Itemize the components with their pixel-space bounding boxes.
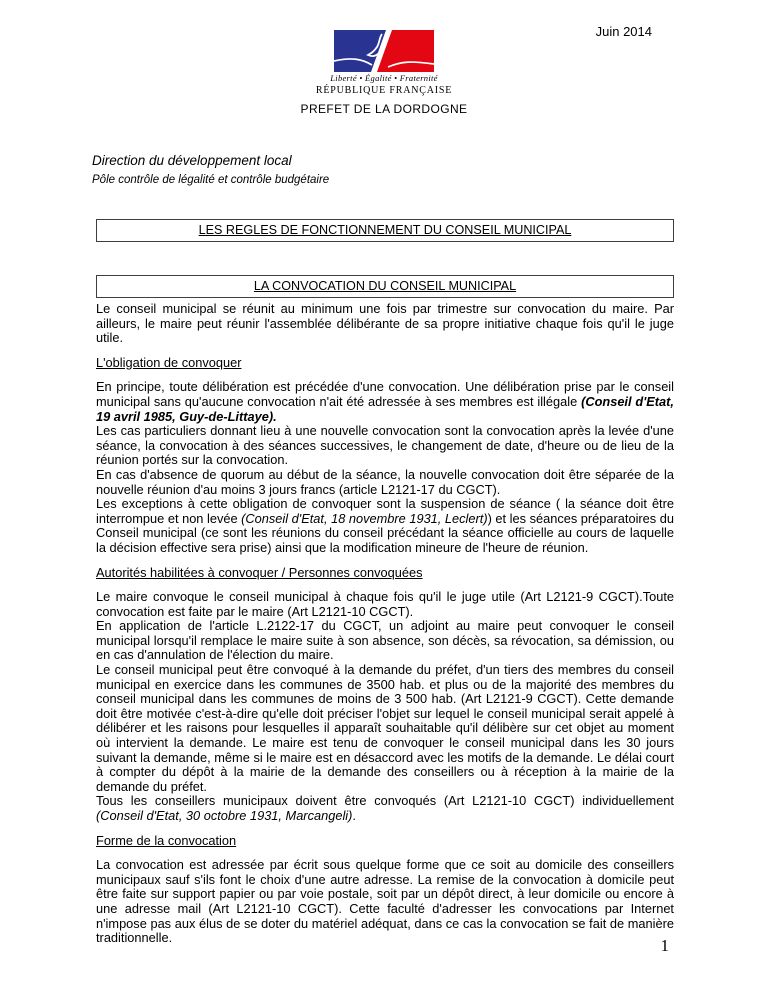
paragraph [96, 424, 674, 468]
text-segment: Le conseil municipal se réunit au minimum une fois par trimestre sur convocation du maire. Par ailleurs, le maire peut réunir l'assemblée délibérante de sa propre initiative chaque fois qu'il le juge utile. [96, 301, 674, 346]
marianne-flag-icon [334, 30, 434, 72]
section-title: LA CONVOCATION DU CONSEIL MUNICIPAL [253, 279, 517, 293]
page-number: 1 [660, 936, 669, 955]
text-segment: Le maire convoque le conseil municipal à chaque fois qu'il le juge utile (Art L2121-9 CGCT).Toute convocation est faite par le maire (Art L2121-10 CGCT). [96, 589, 674, 619]
direction-line: Direction du développement local [92, 153, 292, 168]
document-date: Juin 2014 [595, 24, 652, 39]
paragraph [96, 302, 674, 346]
prefecture-title: PREFET DE LA DORDOGNE [300, 102, 468, 116]
document-section [96, 302, 674, 346]
paragraph [96, 619, 674, 663]
text-segment: Les cas particuliers donnant lieu à une nouvelle convocation sont la convocation après la levée d'une séance, la convocation à des séances successives, le changement de date, d'heure ou de lieu de la réunion portés sur la convocation. [96, 423, 674, 468]
text-segment: Les exceptions à cette obligation de convoquer sont la suspension de séance ( la séance doit être interrompue et non levée [96, 496, 674, 526]
main-title: LES REGLES DE FONCTIONNEMENT DU CONSEIL MUNICIPAL [198, 223, 572, 237]
paragraph [96, 794, 674, 823]
paragraph [96, 858, 674, 946]
section-heading: Forme de la convocation [96, 832, 237, 848]
logo-motto: Liberté • Égalité • Fraternité [330, 73, 438, 83]
logo-republic-name: RÉPUBLIQUE FRANÇAISE [315, 84, 453, 96]
republique-francaise-logo [0, 30, 768, 96]
section-heading: Autorités habilitées à convoquer / Personnes convoquées [96, 564, 423, 580]
paragraph [96, 590, 674, 619]
main-title-box [96, 219, 674, 242]
document-section [96, 834, 674, 946]
text-segment: En principe, toute délibération est précédée d'une convocation. Une délibération prise par le conseil municipal sans qu'aucune convocation n'ait été adressée à ses membres est illégale [96, 379, 674, 409]
document-body [96, 302, 674, 946]
document-section [96, 356, 674, 556]
text-segment: En application de l'article L.2122-17 du CGCT, un adjoint au maire peut convoquer le conseil municipal lorsqu'il remplace le maire suite à son absence, son décès, sa révocation, sa démission, ou en cas d'annulation de l'élection du maire. [96, 618, 674, 663]
text-segment: (Conseil d'Etat, 18 novembre 1931, Leclert) [241, 510, 488, 526]
paragraph [96, 497, 674, 555]
text-segment: ) et les séances préparatoires du Conseil municipal (ce sont les réunions du conseil précédant la séance officielle au cours de laquelle la décision effective sera prise) ainsi que la modification mineure de l'heure de réunion. [96, 510, 674, 555]
text-segment: La convocation est adressée par écrit sous quelque forme que ce soit au domicile des conseillers municipaux sauf s'ils font le choix d'une autre adresse. La remise de la convocation à domicile peut être faite sur support papier ou par voie postale, soit par un dépôt direct, à leur domicile ou encore à une adresse mail (Art L2121-10 CGCT). Cette faculté d'adresser les convocations par Internet n'impose pas aux élus de se doter du matériel adéquat, dans ce cas la convocation se fait de manière traditionnelle. [96, 857, 674, 946]
section-heading: L'obligation de convoquer [96, 354, 242, 370]
text-segment: . [352, 808, 356, 823]
pole-line: Pôle contrôle de légalité et contrôle budgétaire [92, 174, 330, 186]
paragraph [96, 380, 674, 424]
section-title-box [96, 275, 674, 298]
text-segment: Tous les conseillers municipaux doivent être convoqués (Art L2121-10 CGCT) individuellement [96, 793, 674, 809]
text-segment: (Conseil d'Etat, 30 octobre 1931, Marcangeli) [96, 808, 353, 823]
paragraph [96, 468, 674, 497]
paragraph [96, 663, 674, 794]
text-segment: En cas d'absence de quorum au début de la séance, la nouvelle convocation doit être séparée de la nouvelle réunion d'au moins 3 jours francs (article L2121-17 du CGCT). [96, 466, 674, 497]
text-segment: (Conseil d'Etat, 19 avril 1985, Guy-de-Littaye). [96, 393, 674, 424]
text-segment: Le conseil municipal peut être convoqué à la demande du préfet, d'un tiers des membres du conseil municipal en exercice dans les communes de 3500 hab. et plus ou de la majorité des membres du conseil municipal dans les communes de moins de 3 500 hab. (Art L2121-9 CGCT). Cette demande doit être motivée c'est-à-dire qu'elle doit préciser l'objet sur lequel le conseil municipal serait appelé à délibérer et les raisons pour lesquelles il apparaît souhaitable qu'il délibère sur cet objet au moment où intervient la demande. Le maire est tenu de convoquer le conseil municipal dans les 30 jours suivant la demande, même si le maire est en désaccord avec les motifs de la demande. Le délai court à compter du dépôt à la mairie de la demande des conseillers ou à réception à la mairie de la demande du préfet. [96, 662, 674, 794]
document-section [96, 566, 674, 824]
